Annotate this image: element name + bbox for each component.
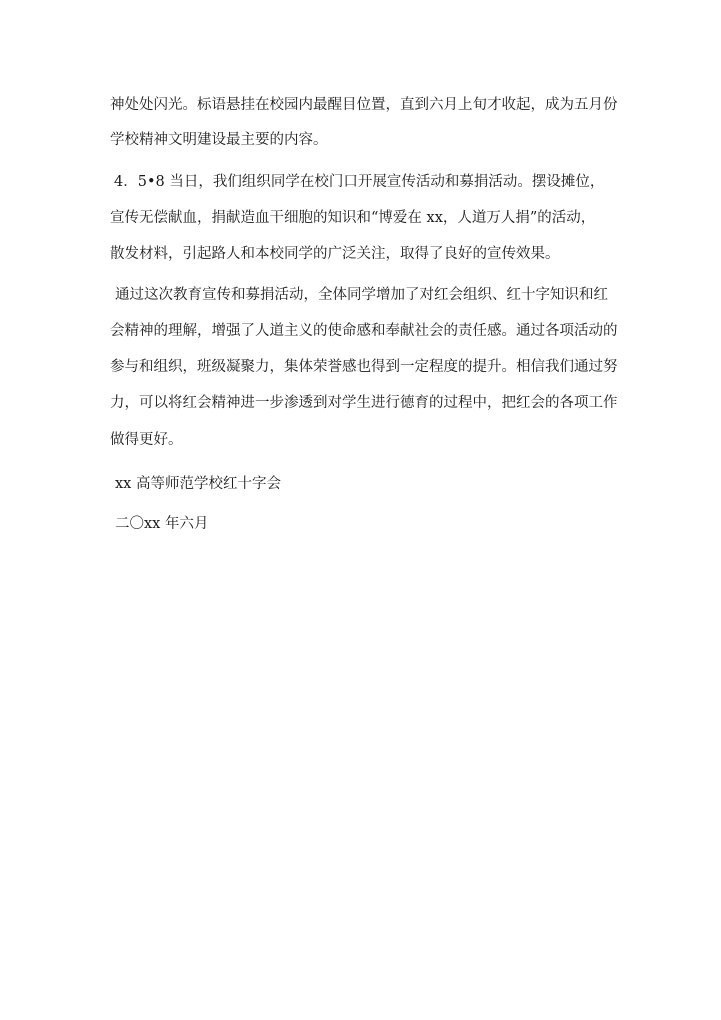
paragraph-line: 宣传无偿献血，捐献造血干细胞的知识和“博爱在 xx，人道万人捐”的活动， <box>110 210 596 226</box>
signature-organization: xx 高等师范学校红十字会 <box>115 476 281 492</box>
signature-date: 二〇xx 年六月 <box>115 516 209 532</box>
paragraph-line: 散发材料，引起路人和本校同学的广泛关注，取得了良好的宣传效果。 <box>110 246 560 262</box>
paragraph-line: 学校精神文明建设最主要的内容。 <box>110 132 328 148</box>
paragraph-line: 会精神的理解，增强了人道主义的使命感和奉献社会的责任感。通过各项活动的 <box>110 323 618 339</box>
paragraph-line: 4．5•8 当日，我们组织同学在校门口开展宣传活动和募捐活动。摆设摊位， <box>114 174 605 190</box>
paragraph-line: 做得更好。 <box>110 432 183 448</box>
paragraph-line: 神处处闪光。标语悬挂在校园内最醒目位置，直到六月上旬才收起，成为五月份 <box>110 97 618 113</box>
paragraph-line: 力，可以将红会精神进一步渗透到对学生进行德育的过程中，把红会的各项工作 <box>110 395 618 411</box>
paragraph-line: 参与和组织，班级凝聚力，集体荣誉感也得到一定程度的提升。相信我们通过努 <box>110 359 618 375</box>
paragraph-line: 通过这次教育宣传和募捐活动，全体同学增加了对红会组织、红十字知识和红 <box>115 287 608 303</box>
